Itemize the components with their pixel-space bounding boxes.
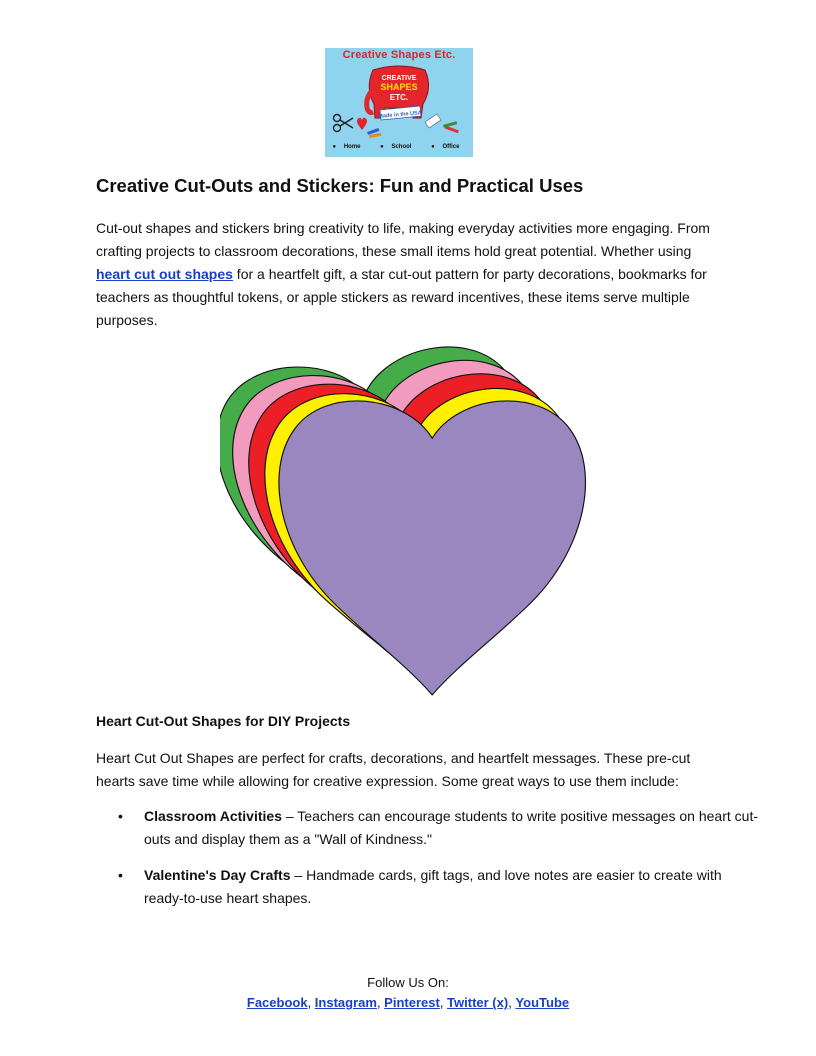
stacked-hearts-image [220, 338, 600, 698]
brand-logo[interactable] [325, 48, 473, 157]
list-item-term: Valentine's Day Crafts [144, 867, 291, 883]
logo-ribbon-text: Made in the USA [378, 110, 422, 120]
social-links: Facebook, Instagram, Pinterest, Twitter (x), YouTube [246, 995, 570, 1010]
logo-nav [325, 144, 473, 150]
instagram-link[interactable]: Instagram [314, 995, 377, 1010]
page-title: Creative Cut-Outs and Stickers: Fun and Practical Uses [96, 175, 584, 196]
list-item-text: – Teachers can encourage students to write positive messages on heart cut-outs and display them as a "Wall of Kindness." [144, 808, 758, 847]
mini-heart-icon [357, 118, 367, 130]
heart-purple [279, 401, 586, 695]
intro-text-after: for a heartfelt gift, a star cut-out pattern for party decorations, bookmarks for teachers as thoughtful tokens, or apple stickers as reward incentives, these items serve multiple purposes. [96, 266, 707, 328]
heart-cut-out-shapes-link[interactable]: heart cut out shapes [96, 266, 233, 282]
section-paragraph: Heart Cut Out Shapes are perfect for crafts, decorations, and heartfelt messages. These pre-cut hearts save time while allowing for creative expression. Some great ways to use them include: [96, 750, 691, 789]
intro-paragraph [96, 217, 721, 332]
footer [0, 973, 816, 1013]
logo-nav-item: ● Home [332, 144, 361, 150]
list-item-text: – Handmade cards, gift tags, and love notes are easier to create with ready-to-use heart shapes. [144, 867, 722, 906]
follow-us-label: Follow Us On: [367, 975, 449, 990]
logo-nav-item: ● School [380, 144, 412, 150]
intro-text-before: Cut-out shapes and stickers bring creativity to life, making everyday activities more engaging. From crafting projects to classroom decorations, these small items hold great potential. Whether using [96, 220, 710, 259]
logo-badge-line-1: CREATIVE [381, 75, 417, 82]
uses-list [96, 805, 764, 923]
logo-nav-item: ● Office [431, 144, 460, 150]
facebook-link[interactable]: Facebook [246, 995, 308, 1010]
elephant-logo-graphic [325, 48, 473, 157]
logo-badge-line-2: SHAPES [380, 82, 418, 92]
twitter-link[interactable]: Twitter (x) [447, 995, 509, 1010]
youtube-link[interactable]: YouTube [515, 995, 570, 1010]
scissors-icon [334, 115, 354, 132]
list-item [144, 805, 764, 851]
list-item-term: Classroom Activities [144, 808, 282, 824]
logo-brand-text: Creative Shapes Etc. [342, 49, 456, 61]
list-item [144, 864, 764, 910]
pinterest-link[interactable]: Pinterest [384, 995, 440, 1010]
section-heading: Heart Cut-Out Shapes for DIY Projects [96, 713, 351, 729]
logo-badge-line-3: ETC. [389, 93, 409, 102]
